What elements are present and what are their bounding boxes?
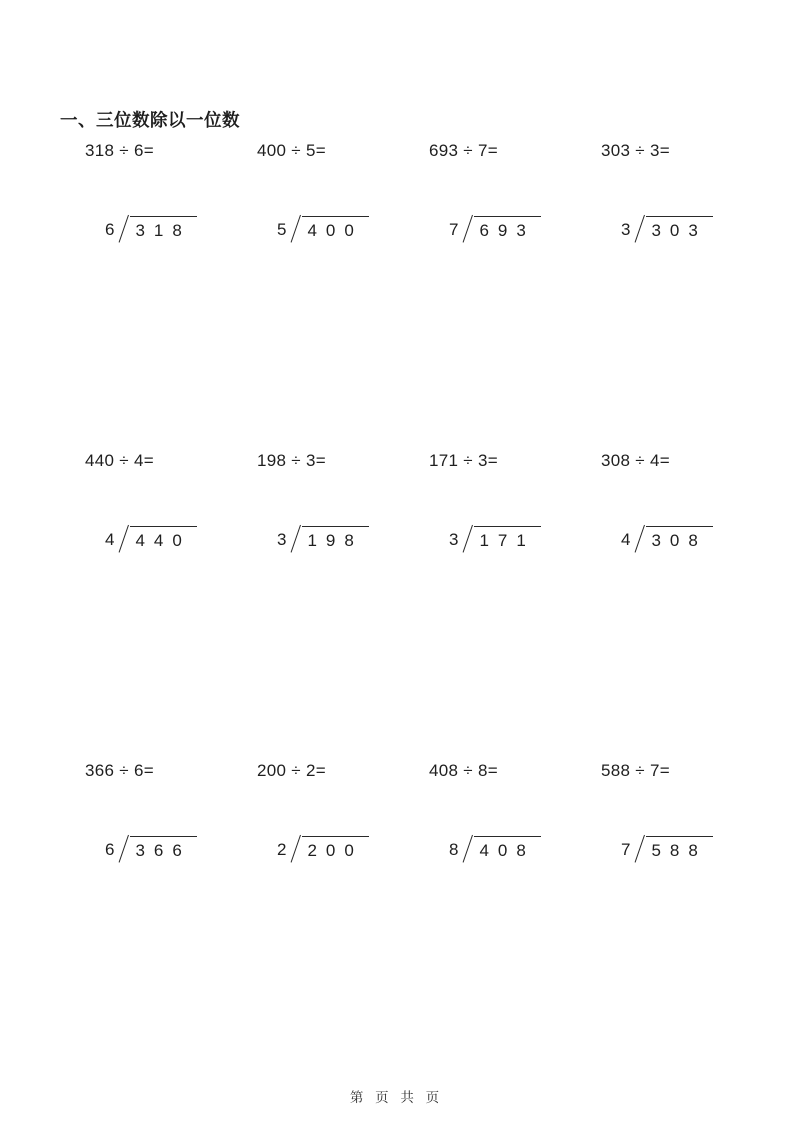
long-division-divisor: 4 <box>621 530 631 549</box>
problems-grid <box>85 140 773 1070</box>
division-equation: 303 ÷ 3= <box>601 141 670 160</box>
long-division-divisor: 7 <box>621 840 631 859</box>
section-title: 一、三位数除以一位数 <box>60 110 240 130</box>
long-division-dividend: 318 <box>130 216 196 242</box>
problem-cell <box>85 450 257 760</box>
long-division-divisor: 6 <box>105 220 115 239</box>
long-division <box>277 830 429 862</box>
long-division <box>621 520 773 552</box>
long-division-dividend: 308 <box>646 526 712 552</box>
long-division-dividend: 198 <box>302 526 368 552</box>
problem-cell <box>85 140 257 450</box>
long-division-dividend: 408 <box>474 836 540 862</box>
division-equation: 171 ÷ 3= <box>429 451 498 470</box>
problem-cell <box>601 450 773 760</box>
problem-cell <box>429 760 601 1070</box>
long-division-dividend: 693 <box>474 216 540 242</box>
long-division <box>449 830 601 862</box>
division-equation: 588 ÷ 7= <box>601 761 670 780</box>
long-division-divisor: 3 <box>277 530 287 549</box>
long-division-bracket-icon <box>635 215 648 242</box>
long-division-dividend: 171 <box>474 526 540 552</box>
long-division-divisor: 6 <box>105 840 115 859</box>
division-equation: 200 ÷ 2= <box>257 761 326 780</box>
long-division-divisor: 3 <box>449 530 459 549</box>
problem-cell <box>429 450 601 760</box>
page-footer: 第 页 共 页 <box>349 1090 444 1105</box>
long-division-bracket-icon <box>635 525 648 552</box>
long-division <box>105 830 257 862</box>
long-division <box>277 520 429 552</box>
division-equation: 400 ÷ 5= <box>257 141 326 160</box>
division-equation: 408 ÷ 8= <box>429 761 498 780</box>
problem-cell <box>257 450 429 760</box>
long-division-dividend: 588 <box>646 836 712 862</box>
division-equation: 308 ÷ 4= <box>601 451 670 470</box>
long-division-bracket-icon <box>463 215 476 242</box>
long-division-bracket-icon <box>463 835 476 862</box>
long-division-dividend: 366 <box>130 836 196 862</box>
long-division-dividend: 303 <box>646 216 712 242</box>
long-division <box>621 830 773 862</box>
long-division-divisor: 4 <box>105 530 115 549</box>
long-division <box>277 210 429 242</box>
long-division-bracket-icon <box>119 215 132 242</box>
long-division-dividend: 400 <box>302 216 368 242</box>
long-division-dividend: 200 <box>302 836 368 862</box>
long-division-bracket-icon <box>291 835 304 862</box>
division-equation: 366 ÷ 6= <box>85 761 154 780</box>
long-division <box>621 210 773 242</box>
long-division-bracket-icon <box>291 525 304 552</box>
problem-cell <box>429 140 601 450</box>
long-division <box>105 210 257 242</box>
long-division-divisor: 8 <box>449 840 459 859</box>
problem-cell <box>257 140 429 450</box>
long-division-bracket-icon <box>635 835 648 862</box>
division-equation: 198 ÷ 3= <box>257 451 326 470</box>
long-division <box>449 520 601 552</box>
long-division-divisor: 3 <box>621 220 631 239</box>
long-division-divisor: 7 <box>449 220 459 239</box>
long-division-dividend: 440 <box>130 526 196 552</box>
division-equation: 318 ÷ 6= <box>85 141 154 160</box>
long-division-divisor: 2 <box>277 840 287 859</box>
long-division-divisor: 5 <box>277 220 287 239</box>
long-division-bracket-icon <box>463 525 476 552</box>
division-equation: 693 ÷ 7= <box>429 141 498 160</box>
long-division-bracket-icon <box>119 525 132 552</box>
problem-cell <box>85 760 257 1070</box>
long-division <box>449 210 601 242</box>
long-division-bracket-icon <box>291 215 304 242</box>
long-division <box>105 520 257 552</box>
division-equation: 440 ÷ 4= <box>85 451 154 470</box>
long-division-bracket-icon <box>119 835 132 862</box>
problem-cell <box>601 140 773 450</box>
problem-cell <box>257 760 429 1070</box>
problem-cell <box>601 760 773 1070</box>
